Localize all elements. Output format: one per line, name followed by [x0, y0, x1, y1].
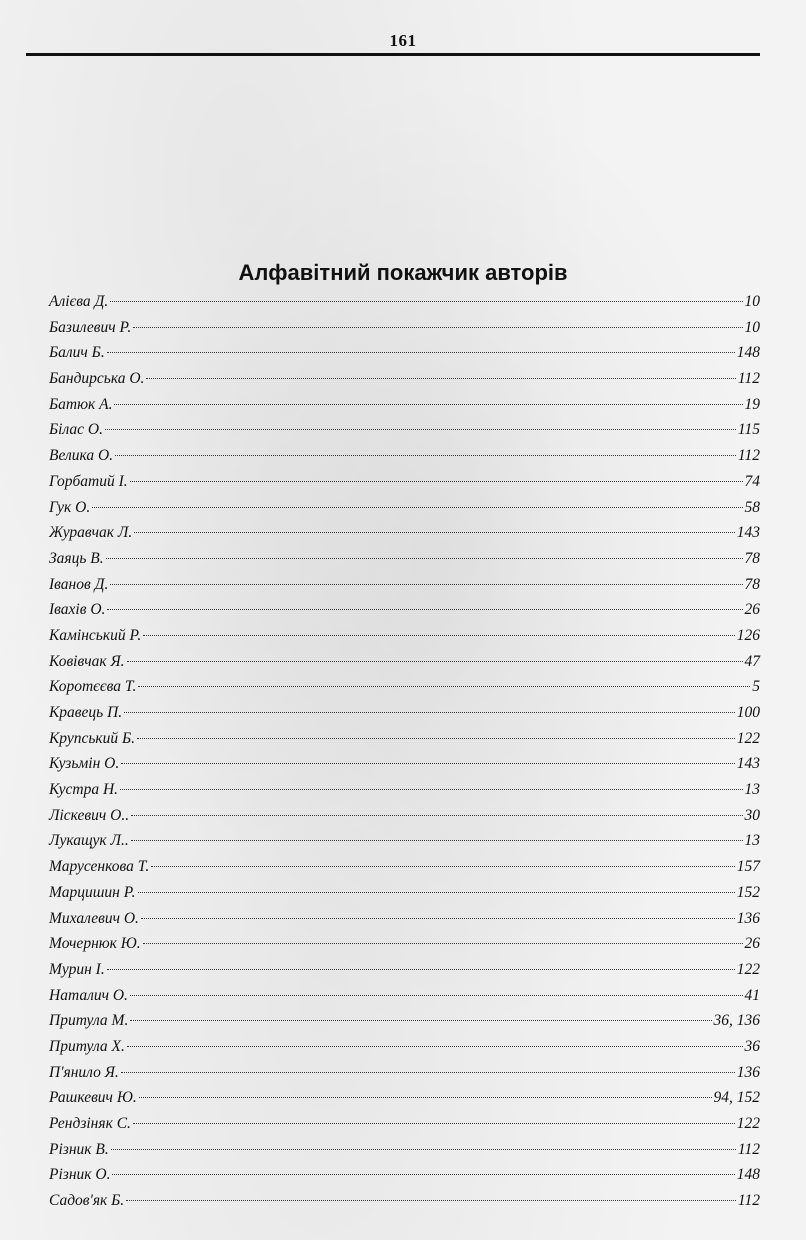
author-name: Садов'як Б. — [49, 1192, 125, 1210]
page-references: 78 — [744, 549, 760, 567]
index-entry — [49, 781, 760, 807]
index-entry — [49, 601, 760, 627]
page-references: 122 — [736, 729, 760, 747]
author-name: Іванов Д. — [49, 575, 109, 593]
author-name: Ковівчак Я. — [49, 652, 125, 670]
index-entry — [49, 473, 760, 499]
dot-leader — [130, 1020, 711, 1021]
page-references: 36 — [744, 1037, 760, 1055]
index-entry — [49, 858, 760, 884]
index-entry — [49, 396, 760, 422]
dot-leader — [134, 532, 734, 533]
dot-leader — [111, 1149, 736, 1150]
page-references: 143 — [736, 755, 760, 773]
page-references: 10 — [744, 293, 760, 310]
dot-leader — [151, 866, 734, 867]
index-entry — [49, 730, 760, 756]
index-entry — [49, 653, 760, 679]
dot-leader — [127, 661, 743, 662]
page-references: 19 — [744, 395, 760, 413]
dot-leader — [131, 815, 742, 816]
page-references: 36, 136 — [713, 1012, 760, 1030]
page-references: 58 — [744, 498, 760, 516]
index-entry — [49, 1038, 760, 1064]
author-name: Бандирська О. — [49, 370, 145, 388]
dot-leader — [114, 404, 742, 405]
dot-leader — [133, 327, 742, 328]
author-name: Притула Х. — [49, 1037, 125, 1055]
author-name: Рашкевич Ю. — [49, 1089, 137, 1107]
dot-leader — [139, 1097, 712, 1098]
dot-leader — [126, 1200, 736, 1201]
page-references: 136 — [736, 1063, 760, 1081]
page-references: 143 — [736, 524, 760, 542]
author-name: Різник О. — [49, 1166, 111, 1184]
page-references: 13 — [744, 781, 760, 799]
dot-leader — [138, 892, 735, 893]
index-entry — [49, 807, 760, 833]
dot-leader — [107, 969, 735, 970]
index-entry — [49, 961, 760, 987]
page-references: 122 — [736, 960, 760, 978]
author-name: Гук О. — [49, 498, 91, 516]
index-entry — [49, 884, 760, 910]
index-entry — [49, 421, 760, 447]
dot-leader — [120, 789, 742, 790]
author-name: Білас О. — [49, 421, 103, 439]
page-references: 41 — [744, 986, 760, 1004]
page-references: 112 — [737, 370, 760, 388]
index-entry — [49, 1166, 760, 1192]
index-entry — [49, 1012, 760, 1038]
page-references: 10 — [744, 318, 760, 336]
dot-leader — [92, 507, 742, 508]
page-references: 100 — [736, 704, 760, 721]
dot-leader — [124, 712, 735, 713]
author-name: Батюк А. — [49, 395, 113, 413]
author-name: Кравець П. — [49, 704, 123, 721]
author-name: Марцишин Р. — [49, 883, 136, 901]
index-entry — [49, 704, 760, 730]
index-entry — [49, 627, 760, 653]
index-entry — [49, 678, 760, 704]
page-references: 152 — [736, 883, 760, 901]
index-entry — [49, 370, 760, 396]
page-references: 26 — [744, 935, 760, 953]
dot-leader — [131, 840, 743, 841]
page-number: 161 — [389, 31, 417, 50]
page-references: 115 — [737, 421, 760, 439]
dot-leader — [107, 609, 742, 610]
author-name: Балич Б. — [49, 344, 105, 362]
dot-leader — [130, 481, 743, 482]
author-name: Різник В. — [49, 1140, 109, 1158]
author-name: Базилевич Р. — [49, 318, 132, 336]
page-references: 78 — [744, 575, 760, 593]
author-name: Крупський Б. — [49, 729, 136, 747]
dot-leader — [110, 584, 742, 585]
dot-leader — [138, 686, 750, 687]
index-entry — [49, 910, 760, 936]
dot-leader — [112, 1174, 734, 1175]
author-name: Горбатий І. — [49, 472, 128, 490]
page-references: 126 — [736, 626, 760, 644]
index-entry — [49, 550, 760, 576]
index-entry — [49, 499, 760, 525]
page-references: 157 — [736, 858, 760, 876]
dot-leader — [133, 1123, 735, 1124]
dot-leader — [143, 943, 743, 944]
index-entry — [49, 1192, 760, 1218]
dot-leader — [141, 918, 735, 919]
author-name: Михалевич О. — [49, 909, 139, 927]
dot-leader — [110, 301, 742, 302]
index-entry — [49, 1089, 760, 1115]
page-references: 148 — [736, 1166, 760, 1184]
index-entry — [49, 1115, 760, 1141]
page-references: 112 — [737, 1140, 760, 1158]
index-title: Алфавітний покажчик авторів — [238, 260, 568, 285]
page-references: 136 — [736, 909, 760, 927]
author-name: Лукащук Л.. — [49, 832, 129, 850]
page-references: 13 — [744, 832, 760, 850]
index-entry — [49, 319, 760, 345]
author-name: Мурин І. — [49, 960, 105, 978]
index-entry — [49, 755, 760, 781]
dot-leader — [121, 763, 735, 764]
author-name: Алієва Д. — [49, 293, 109, 310]
author-name: Камінський Р. — [49, 626, 142, 644]
dot-leader — [127, 1046, 743, 1047]
dot-leader — [137, 738, 735, 739]
author-index-list — [49, 293, 760, 1218]
dot-leader — [146, 378, 735, 379]
index-entry — [49, 576, 760, 602]
header-rule — [26, 53, 760, 56]
page-references: 148 — [736, 344, 760, 362]
index-entry — [49, 447, 760, 473]
dot-leader — [121, 1072, 735, 1073]
page-references: 30 — [744, 806, 760, 824]
page-references: 47 — [744, 652, 760, 670]
author-name: Кузьмін О. — [49, 755, 120, 773]
index-entry — [49, 1141, 760, 1167]
author-name: Притула М. — [49, 1012, 129, 1030]
index-entry — [49, 524, 760, 550]
dot-leader — [105, 429, 736, 430]
page-references: 94, 152 — [713, 1089, 760, 1107]
index-entry — [49, 344, 760, 370]
author-name: Заяць В. — [49, 549, 104, 567]
dot-leader — [107, 352, 735, 353]
author-name: Коротєєва Т. — [49, 678, 137, 696]
page-references: 5 — [752, 678, 760, 696]
page-references: 74 — [744, 472, 760, 490]
author-name: Наталич О. — [49, 986, 128, 1004]
index-entry — [49, 832, 760, 858]
index-entry — [49, 1064, 760, 1090]
author-name: Мочернюк Ю. — [49, 935, 141, 953]
author-name: П'янило Я. — [49, 1063, 119, 1081]
author-name: Ліскевич О.. — [49, 806, 130, 824]
author-name: Рендзіняк С. — [49, 1115, 131, 1132]
dot-leader — [143, 635, 734, 636]
page-references: 112 — [737, 447, 760, 465]
dot-leader — [115, 455, 736, 456]
page-references: 26 — [744, 601, 760, 619]
page-references: 112 — [737, 1192, 760, 1210]
author-name: Марусенкова Т. — [49, 858, 150, 876]
author-name: Журавчак Л. — [49, 524, 133, 542]
index-entry — [49, 293, 760, 319]
dot-leader — [130, 995, 743, 996]
author-name: Кустра Н. — [49, 781, 119, 799]
author-name: Велика О. — [49, 447, 114, 465]
dot-leader — [106, 558, 743, 559]
page-references: 122 — [736, 1115, 760, 1132]
index-entry — [49, 935, 760, 961]
index-entry — [49, 987, 760, 1013]
author-name: Івахів О. — [49, 601, 106, 619]
